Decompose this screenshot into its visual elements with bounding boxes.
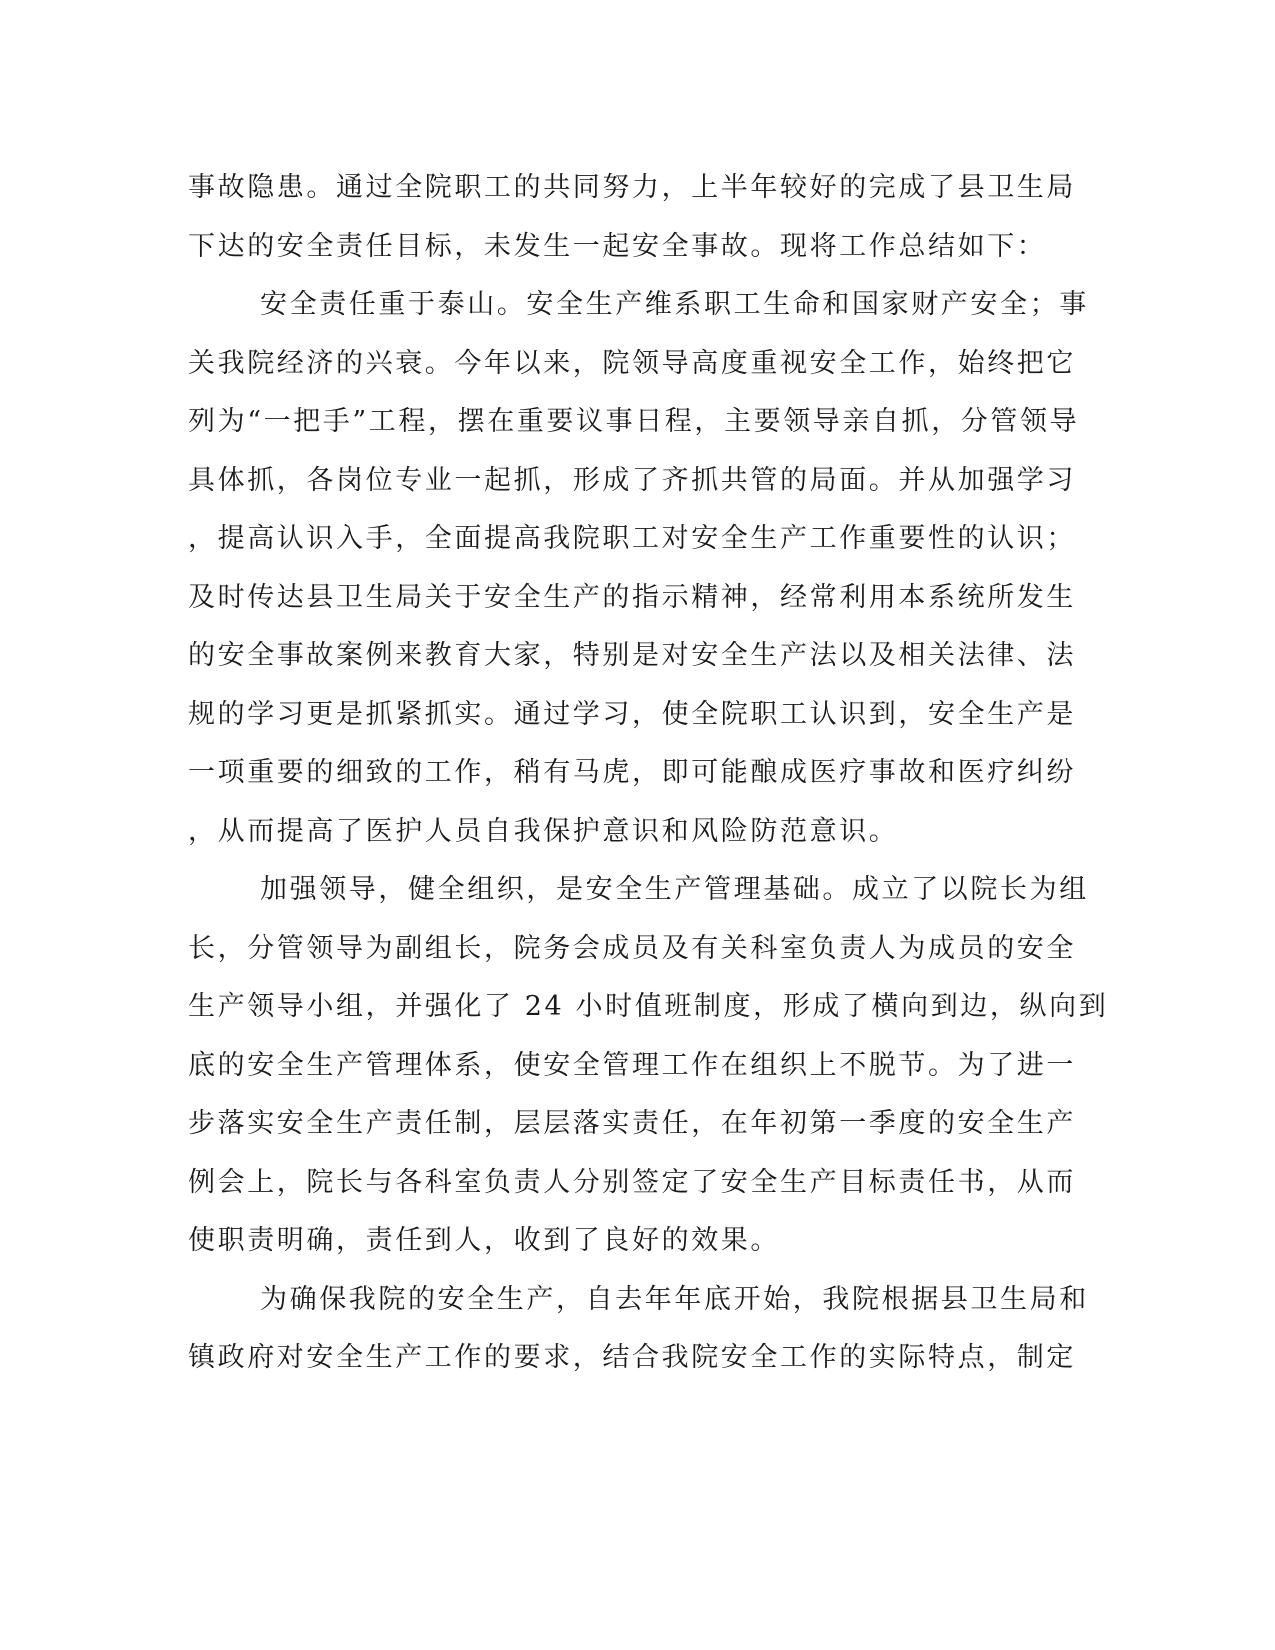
text-line: 关我院经济的兴衰。今年以来，院领导高度重视安全工作，始终把它 [188,347,1076,379]
text-line: 下达的安全责任目标，未发生一起安全事故。现将工作总结如下： [188,230,1047,262]
paragraph-start-line: 安全责任重于泰山。安全生产维系职工生命和国家财产安全；事 [260,289,1089,320]
text-line: 镇政府对安全生产工作的要求，结合我院安全工作的实际特点，制定 [188,1342,1076,1373]
text-line: 长，分管领导为副组长，院务会成员及有关科室负责人为成员的安全 [188,932,1076,964]
text-line: 规的学习更是抓紧抓实。通过学习，使全院职工认识到，安全生产是 [188,698,1076,730]
text-line: 的安全事故案例来教育大家，特别是对安全生产法以及相关法律、法 [188,640,1076,671]
text-line: 使职责明确，责任到人，收到了良好的效果。 [188,1225,780,1256]
text-line: 例会上，院长与各科室负责人分别签定了安全生产目标责任书，从而 [188,1166,1076,1198]
paragraph-start-line: 加强领导，健全组织，是安全生产管理基础。成立了以院长为组 [260,874,1089,905]
text-line: 步落实安全生产责任制，层层落实责任，在年初第一季度的安全生产 [188,1108,1076,1139]
text-line: 具体抓，各岗位专业一起抓，形成了齐抓共管的局面。并从加强学习 [188,464,1076,496]
text-line: 一项重要的细致的工作，稍有马虎，即可能酿成医疗事故和医疗纠纷 [188,757,1076,788]
text-line: 及时传达县卫生局关于安全生产的指示精神，经常利用本系统所发生 [188,581,1076,613]
text-line: 列为“一把手”工程，摆在重要议事日程，主要领导亲自抓，分管领导 [188,406,1080,437]
text-line: ，从而提高了医护人员自我保护意识和风险防范意识。 [188,815,899,847]
paragraph-start-line: 为确保我院的安全生产，自去年年底开始，我院根据县卫生局和 [260,1283,1089,1315]
text-line: ，提高认识入手，全面提高我院职工对安全生产工作重要性的认识； [188,523,1076,554]
text-line: 事故隐患。通过全院职工的共同努力，上半年较好的完成了县卫生局 [188,172,1076,203]
body-text [188,159,1109,1388]
text-line: 底的安全生产管理体系，使安全管理工作在组织上不脱节。为了进一 [188,1049,1076,1081]
text-line: 生产领导小组，并强化了 24 小时值班制度，形成了横向到边，纵向到 [188,991,1109,1022]
